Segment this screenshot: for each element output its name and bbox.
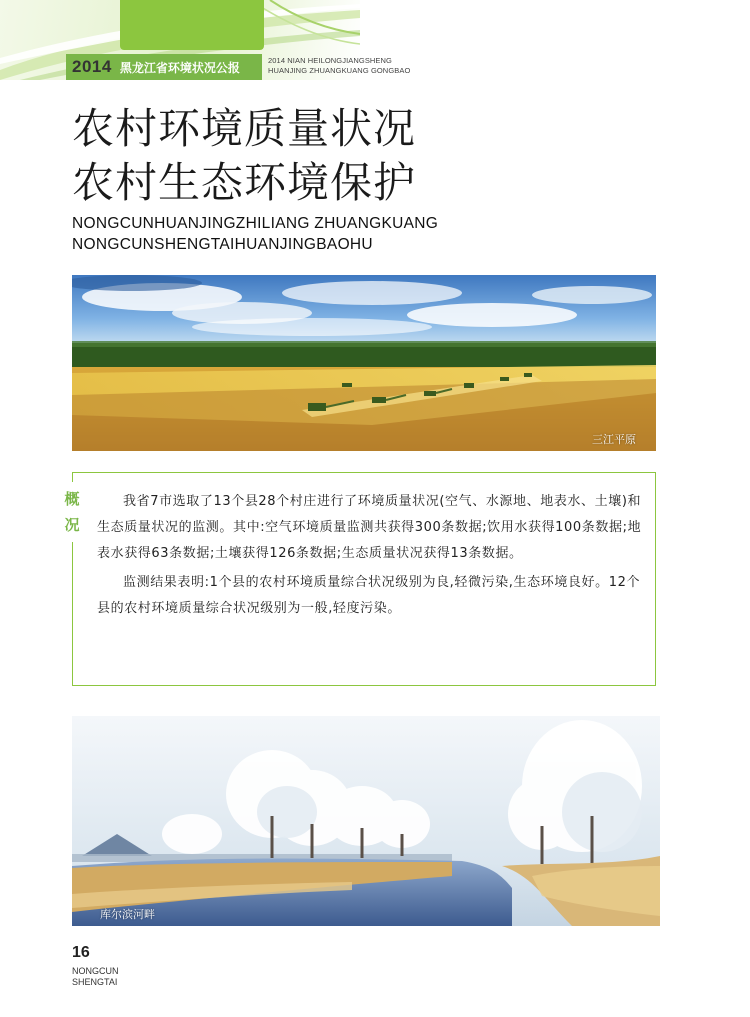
page-title-pinyin-line1: NONGCUNHUANJINGZHILIANG ZHUANGKUANG [72, 215, 439, 232]
page-title-line1: 农村环境质量状况 [72, 104, 417, 153]
header-pinyin-line1: 2014 NIAN HEILONGJIANGSHENG [268, 56, 392, 65]
footer-pinyin-line1: NONGCUN [72, 966, 119, 976]
header-title: 黑龙江省环境状况公报 [119, 60, 240, 75]
frosted-riverbank-illustration [72, 716, 660, 926]
overview-label-char1: 概 [64, 490, 80, 508]
overview-text [97, 489, 642, 625]
page-number: 16 [72, 944, 90, 961]
overview-label [58, 482, 86, 542]
page-title [72, 102, 416, 210]
page-title-line2: 农村生态环境保护 [72, 158, 417, 207]
page-title-pinyin [72, 213, 438, 255]
harvest-field-illustration [72, 275, 656, 451]
header-bar [66, 54, 262, 80]
overview-paragraph-1: 我省7市选取了13个县28个村庄进行了环境质量状况(空气、水源地、地表水、土壤)和生态质量状况的监测。其中:空气环境质量监测共获得300条数据;饮用水获得100条数据;地表水获得63条数据;土壤获得126条数据;生态质量状况获得13条数据。 [97, 494, 642, 561]
overview-label-char2: 况 [64, 516, 80, 534]
header-year: 2014 [72, 57, 112, 76]
footer-section-pinyin [72, 966, 119, 988]
harvest-field-photo [72, 275, 656, 451]
header-pinyin-line2: HUANJING ZHUANGKUANG GONGBAO [268, 66, 411, 75]
photo1-caption: 三江平原 [592, 433, 636, 446]
header-pinyin [268, 56, 410, 76]
page-title-pinyin-line2: NONGCUNSHENGTAIHUANJINGBAOHU [72, 236, 373, 253]
header-tab [120, 0, 264, 50]
overview-paragraph-2: 监测结果表明:1个县的农村环境质量综合状况级别为良,轻微污染,生态环境良好。12个县的农村环境质量综合状况级别为一般,轻度污染。 [97, 575, 641, 616]
footer-pinyin-line2: SHENGTAI [72, 977, 118, 987]
frosted-riverbank-photo [72, 716, 660, 926]
photo2-caption: 库尔滨河畔 [100, 908, 155, 921]
